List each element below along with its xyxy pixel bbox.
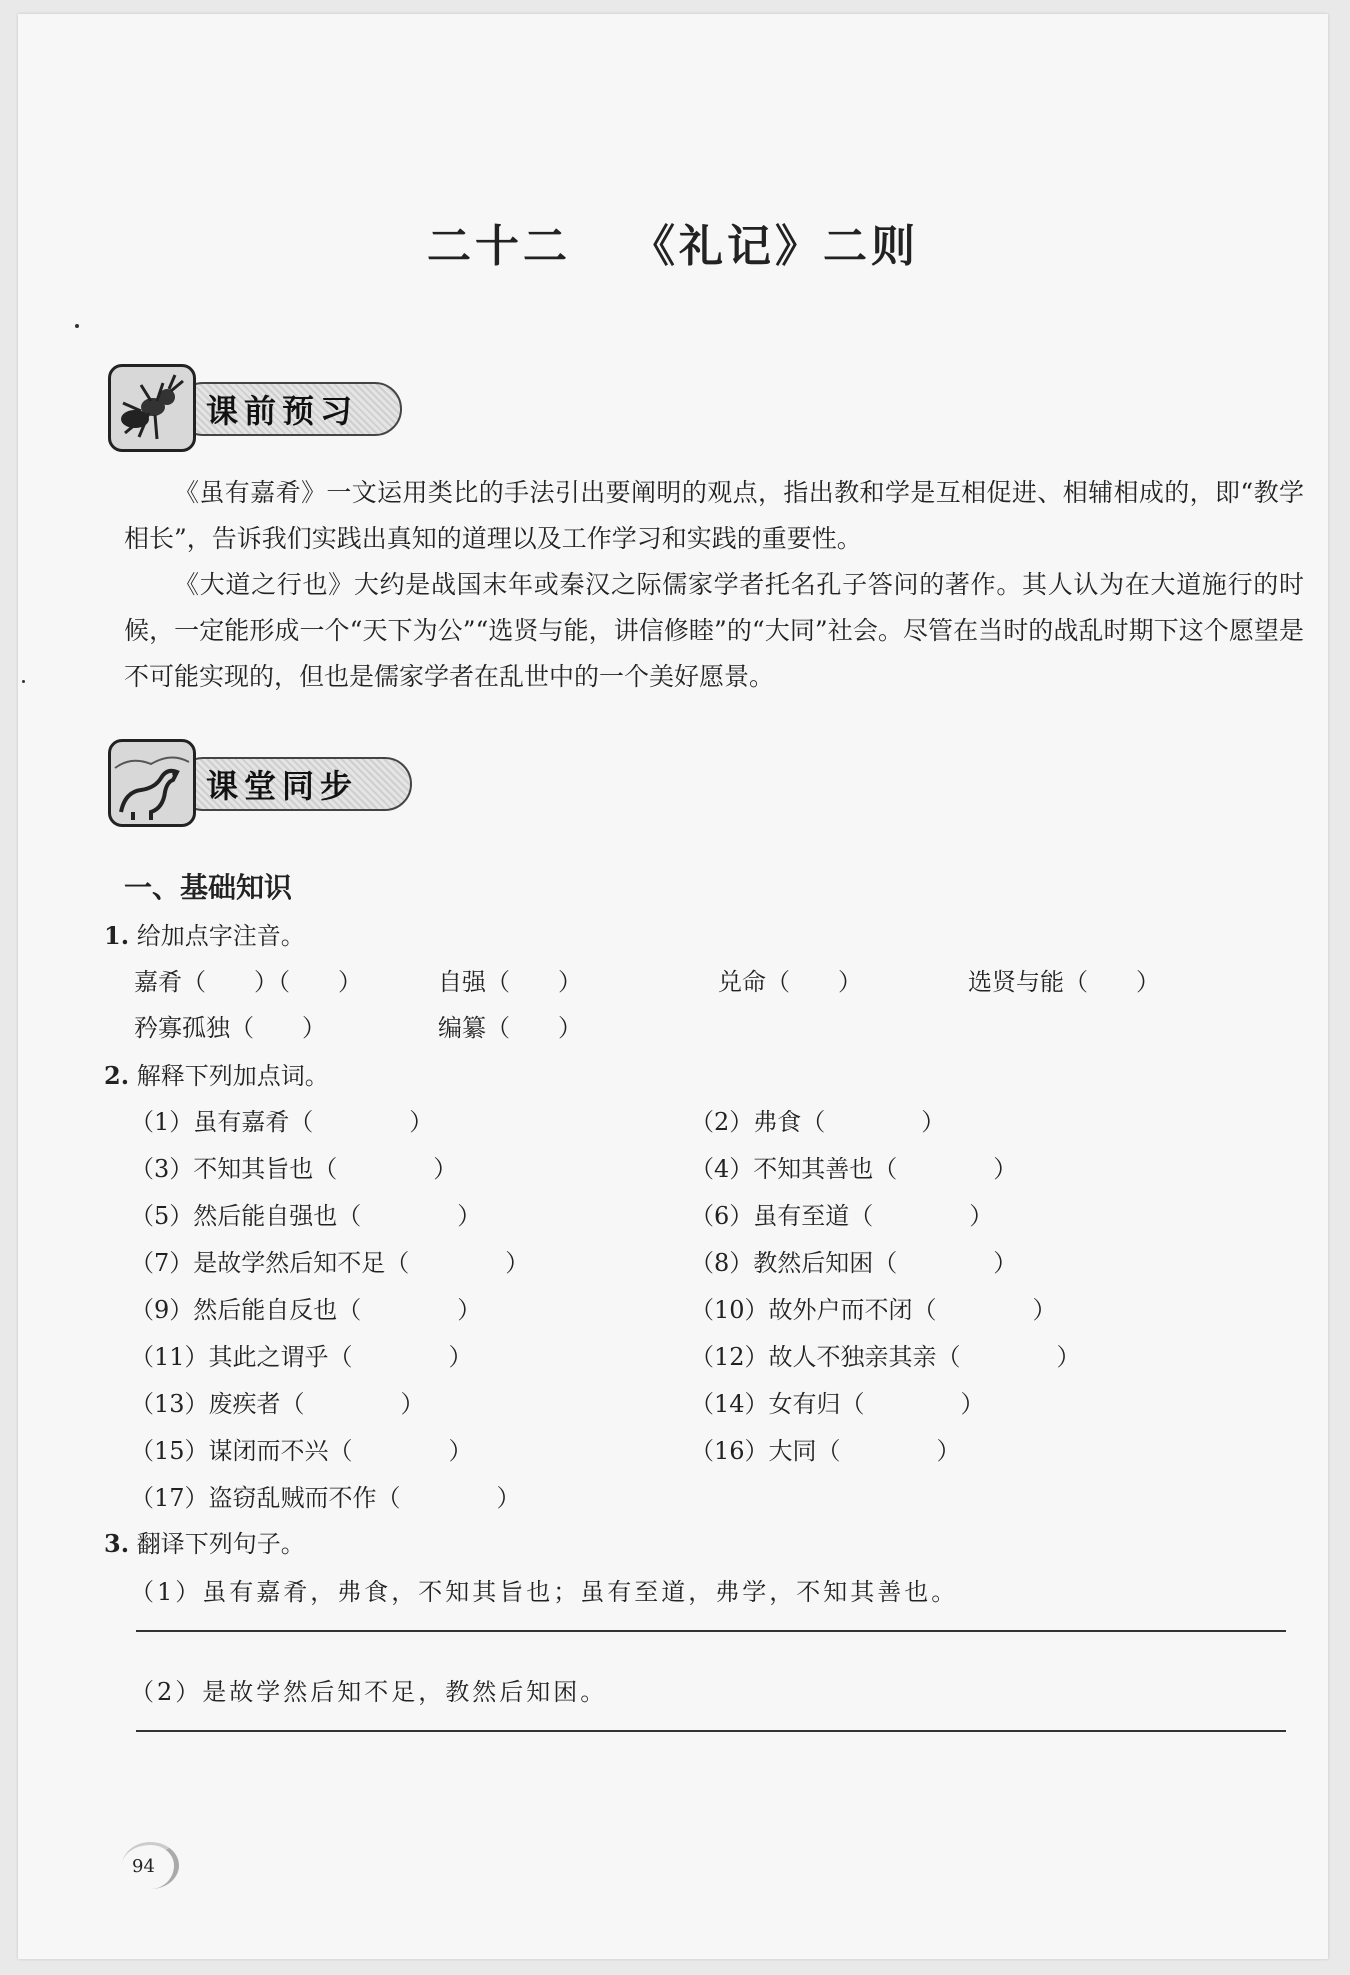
explain-item: （12）故人不独亲其亲（ ） — [690, 1343, 1081, 1371]
page-number: 94 — [132, 1856, 155, 1877]
dinosaur-icon — [108, 739, 196, 827]
section-banner-class — [108, 739, 418, 823]
part-one-heading: 一、基础知识 — [124, 871, 293, 904]
answer-line[interactable] — [136, 1730, 1286, 1732]
preview-paragraph-1: 《虽有嘉肴》一文运用类比的手法引出要阐明的观点，指出教和学是互相促进、相辅相成的，即“教学相长”，告诉我们实践出真知的道理以及工作学习和实践的重要性。 — [124, 478, 1304, 553]
question-number: 1. — [104, 921, 130, 950]
translate-sentence-1: （1）虽有嘉肴，弗食，不知其旨也；虽有至道，弗学，不知其善也。 — [130, 1578, 959, 1606]
lesson-name: 《礼记》二则 — [631, 221, 919, 272]
explain-item: （1）虽有嘉肴（ ） — [130, 1108, 434, 1136]
explain-item: （5）然后能自强也（ ） — [130, 1202, 482, 1230]
explain-item: （4）不知其善也（ ） — [690, 1155, 1018, 1183]
banner-label: 课堂同步 — [176, 757, 412, 811]
explain-item: （14）女有归（ ） — [690, 1390, 985, 1418]
stray-dot — [75, 324, 79, 328]
explain-item: （13）废疾者（ ） — [130, 1390, 425, 1418]
question-3 — [104, 1524, 305, 1559]
banner-label: 课前预习 — [176, 382, 402, 436]
question-1 — [104, 916, 305, 951]
explain-item: （9）然后能自反也（ ） — [130, 1296, 482, 1324]
explain-item: （3）不知其旨也（ ） — [130, 1155, 458, 1183]
lesson-title — [18, 210, 1328, 274]
explain-item: （8）教然后知困（ ） — [690, 1249, 1018, 1277]
question-text: 给加点字注音。 — [136, 922, 305, 950]
question-text: 解释下列加点词。 — [136, 1062, 329, 1090]
explain-item: （6）虽有至道（ ） — [690, 1202, 994, 1230]
section-banner-preview — [108, 364, 408, 448]
pinyin-item: 矜寡孤独（ ） — [134, 1014, 326, 1042]
explain-item: （17）盗窃乱贼而不作（ ） — [130, 1484, 521, 1512]
pinyin-item: 编纂（ ） — [438, 1014, 582, 1042]
explain-item: （10）故外户而不闭（ ） — [690, 1296, 1057, 1324]
question-text: 翻译下列句子。 — [136, 1530, 305, 1558]
answer-line[interactable] — [136, 1630, 1286, 1632]
explain-item: （16）大同（ ） — [690, 1437, 961, 1465]
workbook-page — [18, 14, 1328, 1959]
preview-paragraph-2: 《大道之行也》大约是战国末年或秦汉之际儒家学者托名孔子答问的著作。其人认为在大道施行的时候，一定能形成一个“天下为公”“选贤与能，讲信修睦”的“大同”社会。尽管在当时的战乱时期下这个愿望是不可能实现的，但也是儒家学者在乱世中的一个美好愿景。 — [124, 570, 1304, 691]
explain-item: （15）谋闭而不兴（ ） — [130, 1437, 473, 1465]
stray-dot — [22, 680, 25, 683]
lesson-number: 二十二 — [427, 221, 571, 272]
question-number: 3. — [104, 1529, 130, 1558]
pinyin-item: 自强（ ） — [438, 968, 582, 996]
pinyin-item: 兑命（ ） — [718, 968, 862, 996]
explain-item: （11）其此之谓乎（ ） — [130, 1343, 473, 1371]
ant-icon — [108, 364, 196, 452]
explain-item: （2）弗食（ ） — [690, 1108, 946, 1136]
question-2 — [104, 1056, 329, 1091]
pinyin-item: 嘉肴（ ）（ ） — [134, 968, 362, 996]
question-number: 2. — [104, 1061, 130, 1090]
translate-sentence-2: （2）是故学然后知不足，教然后知困。 — [130, 1678, 608, 1706]
pinyin-item: 选贤与能（ ） — [968, 968, 1160, 996]
explain-item: （7）是故学然后知不足（ ） — [130, 1249, 530, 1277]
